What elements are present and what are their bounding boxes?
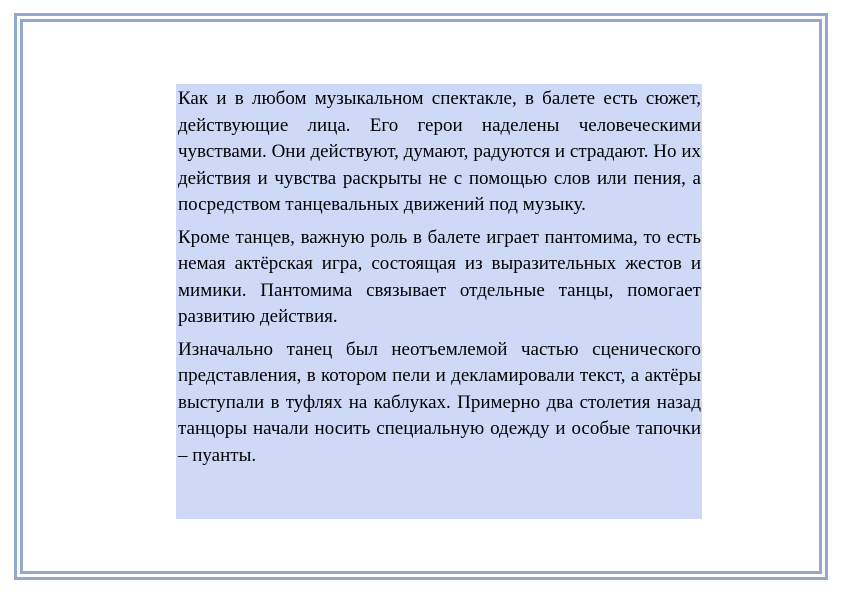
paragraph-1: Как и в любом музыкальном спектакле, в балете есть сюжет, действующие лица. Его герои наделены человеческими чувствами. Они действуют, думают, радуются и страдают. Но их действия и чувства раскрыты не с помощью слов или пения, а посредством танцевальных движений под музыку. — [178, 88, 701, 215]
text-block — [176, 84, 702, 519]
paragraph-3: Изначально танец был неотъемлемой частью сценического представления, в котором пели и декламировали текст, а актёры выступали в туфлях на каблуках. Примерно два столетия назад танцоры начали носить специальную одежду и особые тапочки – пуанты. — [178, 338, 701, 466]
paragraph-2: Кроме танцев, важную роль в балете играет пантомима, то есть немая актёрская игра, состоящая из выразительных жестов и мимики. Пантомима связывает отдельные танцы, помогает развитию действия. — [178, 226, 701, 327]
